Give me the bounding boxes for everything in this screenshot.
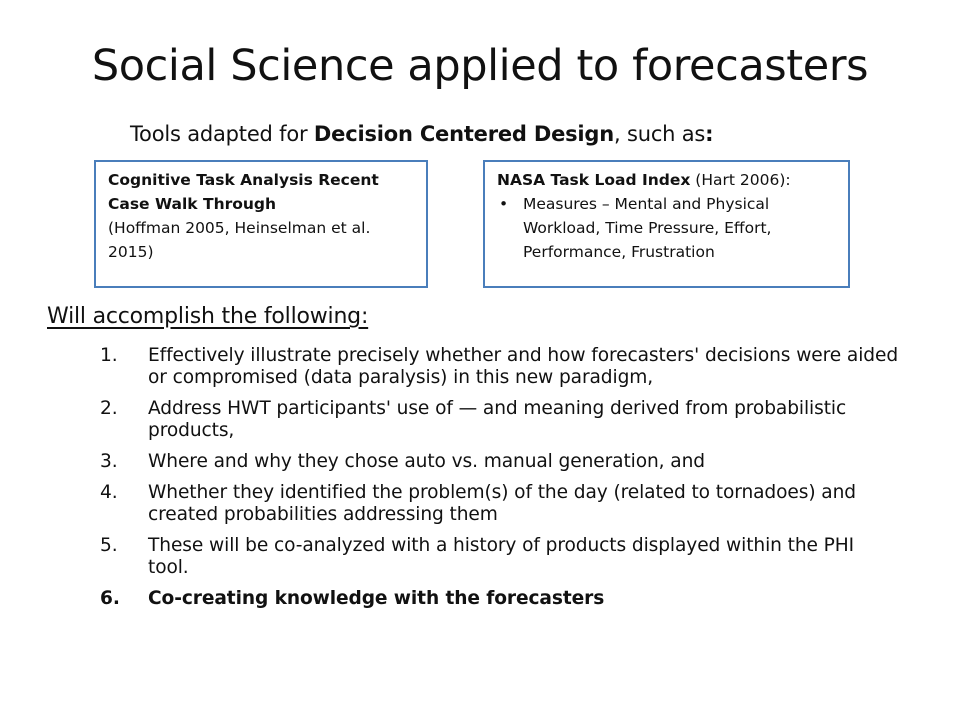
list-item-text: These will be co-analyzed with a history of products displayed within the PHI tool. [148,535,855,578]
list-item [100,451,900,473]
list-item-text: Whether they identified the problem(s) of the day (related to tornadoes) and created probabilities addressing them [148,482,856,525]
list-item [100,482,900,526]
slide-subtitle [130,119,713,149]
box-left-title-line1: Cognitive Task Analysis Recent [108,171,379,189]
box-right-bullet-text: Measures – Mental and Physical Workload, Time Pressure, Effort, Performance, Frustration [523,195,772,261]
accomplish-heading: Will accomplish the following: [47,304,369,329]
list-item-text: Effectively illustrate precisely whether and how forecasters' decisions were aided or compromised (data paralysis) in this new paradigm, [148,345,899,388]
subtitle-prefix: Tools adapted for [130,122,314,146]
list-item-number: 6. [100,588,120,609]
list-item-number: 4. [100,482,118,503]
cognitive-task-analysis-box [94,160,428,288]
list-item-number: 1. [100,345,118,366]
subtitle-bold: Decision Centered Design [313,122,615,146]
accomplish-list [100,345,900,619]
list-item [100,345,900,389]
box-left-title-line2: Case Walk Through [108,195,277,213]
box-right-title: NASA Task Load Index [497,171,691,189]
subtitle-middle: , such as [614,122,706,146]
box-right-bullet-list [497,192,836,264]
list-item-number: 2. [100,398,118,419]
nasa-task-load-box [483,160,850,288]
list-item [100,535,900,579]
box-left-citation: (Hoffman 2005, Heinselman et al. 2015) [108,219,371,261]
list-item-text: Address HWT participants' use of — and meaning derived from probabilistic products, [148,398,847,441]
box-right-bullet-item [497,192,836,264]
list-item-number: 5. [100,535,118,556]
bullet-icon: • [499,195,509,213]
list-item [100,398,900,442]
subtitle-suffix: : [705,122,714,146]
box-right-citation: (Hart 2006): [690,171,791,189]
list-item-text: Co-creating knowledge with the forecasters [148,588,605,609]
list-item [100,588,900,610]
slide-title: Social Science applied to forecasters [91,41,869,91]
list-item-number: 3. [100,451,118,472]
list-item-text: Where and why they chose auto vs. manual generation, and [148,451,705,472]
